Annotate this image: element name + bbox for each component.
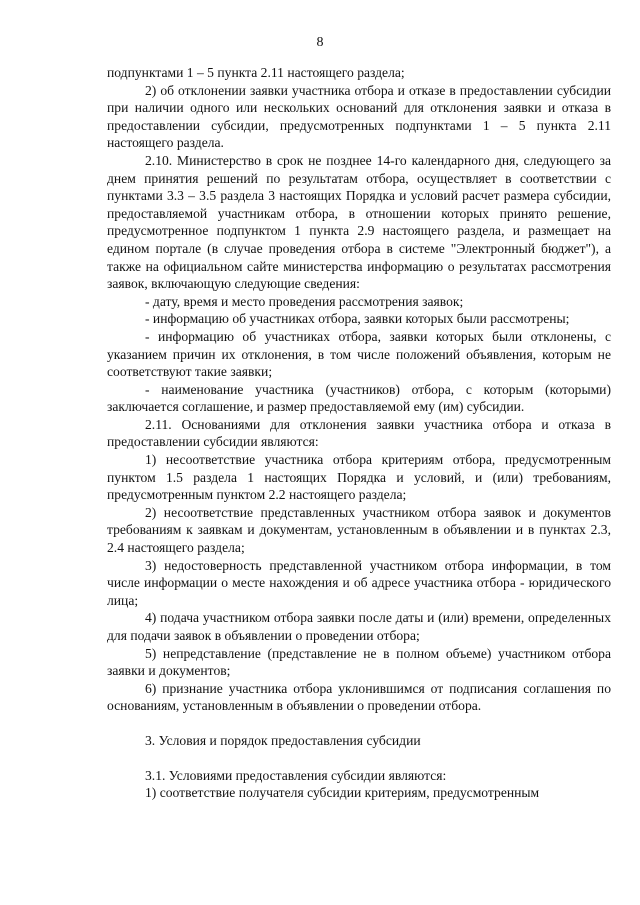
ground-item-6: 6) признание участника отбора уклонившимся от подписания соглашения по основаниям, установленным в объявлении о проведении отбора. <box>107 680 611 714</box>
list-item-agreement-participants: - наименование участника (участников) отбора, с которым (которыми) заключается соглашение, и размер предоставляемой ему (им) субсидии. <box>107 381 611 415</box>
paragraph-subitem-2: 2) об отклонении заявки участника отбора и отказе в предоставлении субсидии при наличии одного или нескольких оснований для отклонения заявки и отказа в предоставлении субсидии, предусмотренных подпунктами 1 – 5 пункта 2.11 настоящего раздела. <box>107 82 611 151</box>
ground-item-5: 5) непредставление (представление не в полном объеме) участником отбора заявки и документов; <box>107 645 611 679</box>
page-number: 8 <box>316 35 324 50</box>
paragraph-3-1: 3.1. Условиями предоставления субсидии являются: <box>145 767 447 783</box>
list-item-rejected-participants: - информацию об участниках отбора, заявки которых были отклонены, с указанием причин их отклонения, в том числе положений объявления, которым не соответствуют такие заявки; <box>107 328 611 380</box>
ground-item-2: 2) несоответствие представленных участником отбора заявок и документов требованиям к заявкам и документам, установленным в объявлении и в пунктах 2.3, 2.4 настоящего раздела; <box>107 504 611 556</box>
paragraph-continuation: подпунктами 1 – 5 пункта 2.11 настоящего раздела; <box>107 65 405 80</box>
list-item-reviewed-participants: - информацию об участниках отбора, заявки которых были рассмотрены; <box>145 311 570 327</box>
list-item-date-time-place: - дату, время и место проведения рассмотрения заявок; <box>145 293 464 309</box>
ground-item-3: 3) недостоверность представленной участником отбора информации, в том числе информации о месте нахождения и об адресе участника отбора - юридического лица; <box>107 557 611 608</box>
document-body <box>107 64 611 802</box>
paragraph-2-10: 2.10. Министерство в срок не позднее 14-го календарного дня, следующего за днем принятия решений по результатам отбора, осуществляет в соответствии с пунктами 3.3 – 3.5 раздела 3 настоящих Порядка и условий расчет размера субсидии, предоставляемой участникам отбора, в отношении которых принято решение, предусмотренное подпунктом 1 пункта 2.9 настоящего раздела, и размещает на едином портале (в случае проведения отбора в системе "Электронный бюджет"), а также на официальном сайте министерства информацию о результатах рассмотрения заявок, включающую следующие сведения: <box>107 152 611 292</box>
section-heading: 3. Условия и порядок предоставления субсидии <box>145 732 421 748</box>
paragraph-2-11: 2.11. Основаниями для отклонения заявки участника отбора и отказа в предоставлении субсидии являются: <box>107 416 611 450</box>
condition-item-1: 1) соответствие получателя субсидии критериям, предусмотренным <box>145 785 540 801</box>
ground-item-4: 4) подача участником отбора заявки после даты и (или) времени, определенных для подачи заявок в объявлении о проведении отбора; <box>107 610 611 643</box>
ground-item-1: 1) несоответствие участника отбора критериям отбора, предусмотренным пунктом 1.5 раздела 1 настоящих Порядка и условий, и (или) требованиям, предусмотренным пунктом 2.2 настоящего раздела; <box>107 452 611 503</box>
